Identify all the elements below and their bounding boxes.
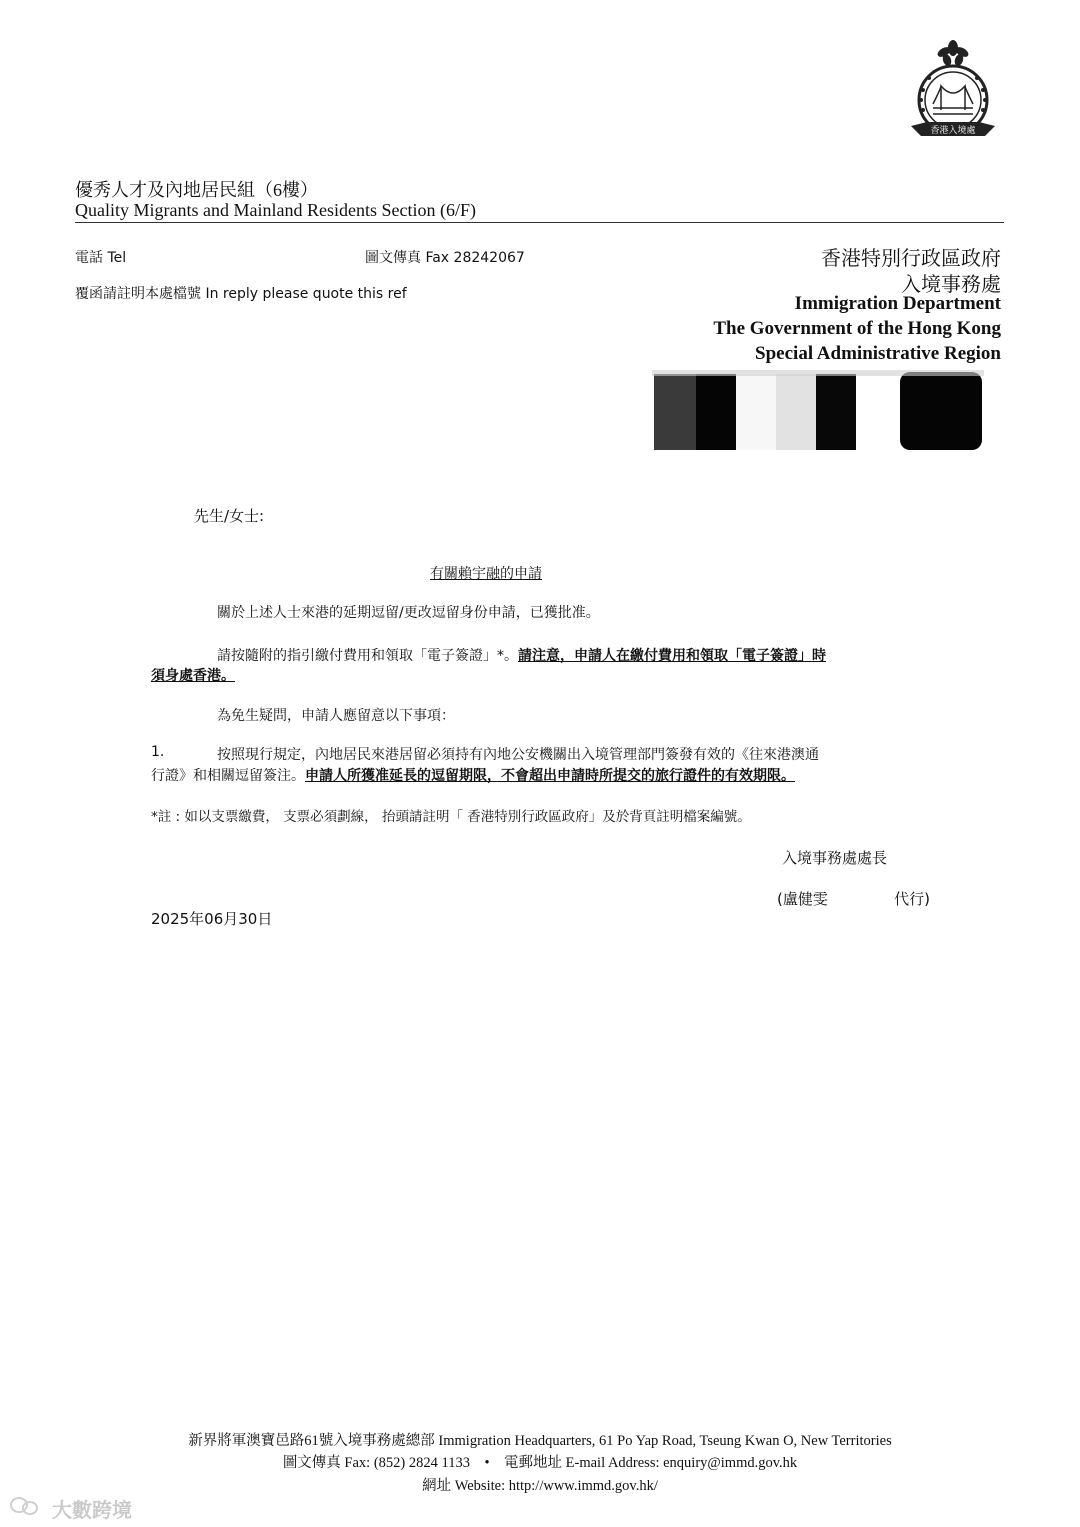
department-name-en-line3: Special Administrative Region [755, 343, 1001, 364]
redacted-reference-block [652, 368, 984, 452]
officer-acting: 代行) [894, 890, 930, 908]
department-name-en-line2: The Government of the Hong Kong [713, 318, 1001, 339]
item1-line1: 按照現行規定，內地居民來港居留必須持有內地公安機關出入境管理部門簽發有效的《往來港澳通 [217, 747, 819, 763]
department-name-zh-line2: 入境事務處 [901, 272, 1001, 296]
officer-name: (盧健雯 [777, 890, 828, 908]
wechat-logo-icon [10, 1496, 50, 1516]
fax-label: 圖文傳真 Fax 28242067 [365, 250, 525, 266]
department-name-zh-line1: 香港特別行政區政府 [821, 246, 1001, 270]
reference-label: 覆函請註明本處檔號 In reply please quote this ref [75, 286, 407, 302]
officer-signature-line [777, 888, 930, 909]
item1-emphasis: 申請人所獲准延長的逗留期限，不會超出申請時所提交的旅行證件的有效期限。 [305, 768, 795, 784]
instruction-text: 請按隨附的指引繳付費用和領取「電子簽證」*。 [217, 648, 518, 664]
section-name-en: Quality Migrants and Mainland Residents Section (6/F) [75, 200, 476, 220]
header-divider [75, 222, 1004, 223]
item1-text: 行證》和相關逗留簽注。 [151, 768, 305, 784]
signer-title: 入境事務處處長 [782, 849, 888, 867]
instruction-notice-emphasis: 請注意，申請人在繳付費用和領取「電子簽證」時 [518, 648, 826, 664]
item-number: 1. [151, 744, 165, 760]
telephone-label: 電話 Tel [75, 250, 127, 266]
watermark-text: 大數跨境 [52, 1498, 132, 1522]
letter-date: 2025年06月30日 [151, 910, 273, 928]
footer-address: 新界將軍澳寶邑路61號入境事務處總部 Immigration Headquarters, 61 Po Yap Road, Tseung Kwan O, New Territories [188, 1433, 892, 1449]
instruction-paragraph-line1 [217, 645, 826, 665]
department-name-en-line1: Immigration Department [794, 293, 1001, 314]
emblem-banner-text: 香港入境處 [930, 126, 976, 136]
instruction-paragraph-line2 [151, 665, 235, 685]
footer-contact: 圖文傳真 Fax: (852) 2824 1133 • 電郵地址 E-mail Address: enquiry@immd.gov.hk [282, 1455, 798, 1471]
section-name-zh: 優秀人才及內地居民組（6樓） [75, 180, 318, 200]
immigration-emblem-icon [905, 38, 1001, 150]
letter-subject: 有關賴宇融的申請 [430, 566, 542, 582]
approval-paragraph: 關於上述人士來港的延期逗留/更改逗留身份申請，已獲批准。 [217, 605, 600, 621]
instruction-notice-emphasis-cont: 須身處香港。 [151, 668, 235, 684]
payment-note: *註 : 如以支票繳費， 支票必須劃線， 抬頭請註明「 香港特別行政區政府」及於背頁註明檔案編號。 [151, 809, 751, 825]
salutation: 先生/女士: [194, 507, 265, 525]
item1-line2 [151, 765, 795, 785]
footer-website: 網址 Website: http://www.immd.gov.hk/ [422, 1478, 658, 1494]
notice-intro-paragraph: 為免生疑問，申請人應留意以下事項： [217, 708, 455, 724]
